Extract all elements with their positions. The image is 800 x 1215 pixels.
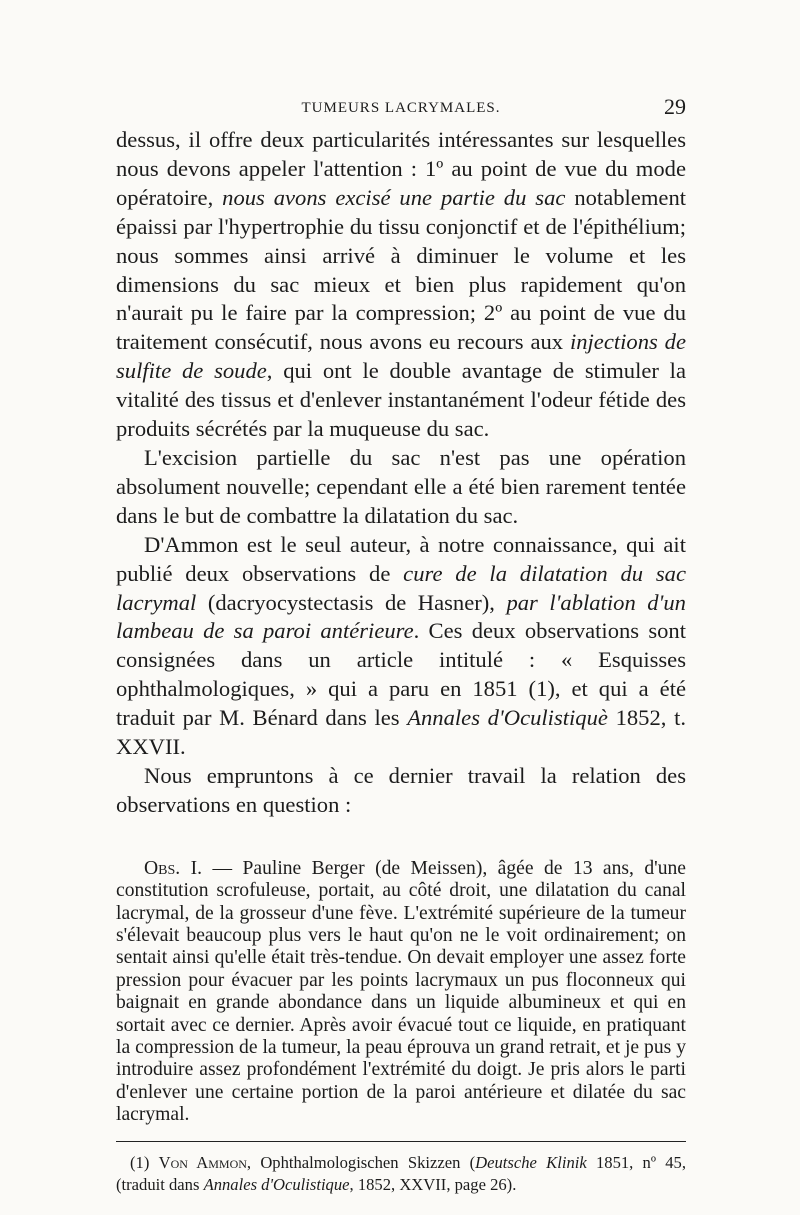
footnote-author: Von Ammon xyxy=(158,1152,247,1172)
italic-phrase: Annales d'Oculistiquè xyxy=(407,705,608,731)
page-header xyxy=(116,96,686,124)
paragraph-3 xyxy=(116,531,686,762)
text-run: , qui ont le double avantage de stimuler la vitalité des tissus et d'enlever instantanément l'odeur fétide des produits sécrétés par la muqueuse du sac. xyxy=(116,358,686,442)
italic-phrase: cure de la dilatation du sac lacrymal xyxy=(116,560,687,615)
italic-phrase: par l'ablation d'un lambeau de sa paroi antérieure xyxy=(116,589,686,644)
text-run: notablement épaissi par l'hypertrophie du tissu conjonctif et de l'épithélium; nous sommes ainsi arrivé à diminuer le volume et les dimensions du sac mieux et bien plus rapidement qu'on n'aurait pu le faire par la compression; 2º au point de vue du traitement consécutif, nous avons eu recours aux xyxy=(116,184,687,355)
page-number: 29 xyxy=(664,94,686,119)
text-run: dessus, il offre deux particularités intéressantes sur lesquelles nous devons appeler l'attention : 1º au point de vue du mode opératoire, xyxy=(116,127,686,210)
running-title: TUMEURS LACRYMALES. xyxy=(301,100,501,116)
main-text xyxy=(116,126,686,820)
footnote-divider xyxy=(116,1141,686,1142)
text-run: D'Ammon est le seul auteur, à notre connaissance, qui ait publié deux observations de xyxy=(116,531,686,586)
footnote-journal: Annales d'Oculistique xyxy=(203,1174,350,1194)
italic-phrase: injections de sulfite de soude xyxy=(116,329,686,384)
italic-phrase: nous avons excisé une partie du sac xyxy=(222,184,566,210)
observation-label: Obs. I. xyxy=(144,857,203,879)
footnote-marker: (1) xyxy=(130,1152,159,1172)
footnote xyxy=(116,1152,686,1196)
paragraph-2: L'excision partielle du sac n'est pas une opération absolument nouvelle; cependant elle a été bien rarement tentée dans le but de combattre la dilatation du sac. xyxy=(116,444,686,528)
paragraph-4: Nous empruntons à ce dernier travail la relation des observations en question : xyxy=(116,762,686,817)
text-run: , Ophthalmologischen Skizzen ( xyxy=(246,1152,476,1172)
text-run: , 1852, XXVII, page 26). xyxy=(349,1174,517,1194)
text-run: 1852, t. XXVII. xyxy=(116,705,686,760)
text-run: (dacryocystectasis de Hasner), xyxy=(196,589,507,615)
book-page xyxy=(116,96,686,1196)
observation-text: — Pauline Berger (de Meissen), âgée de 13 ans, d'une constitution scrofuleuse, portait, au côté droit, une dilatation du canal lacrymal, de la grosseur d'une fève. L'extrémité supérieure de la tumeur s'élevait beaucoup plus vers le haut qu'on ne le voit ordinairement; on sentait ainsi qu'elle était très-tendue. On devait employer une assez forte pression pour évacuer par les points lacrymaux un pus floconneux qui baignait en grande abondance dans un liquide albumineux et qui en sortait avec ce dernier. Après avoir évacué tout ce liquide, en pratiquant la compression de la tumeur, la peau éprouva un grand retrait, et je pus y introduire assez profondément l'extrémité du doigt. Je pris alors le parti d'enlever une certaine portion de la paroi antérieure et dilatée du sac lacrymal. xyxy=(116,857,686,1126)
text-run: . Ces deux observations sont consignées dans un article intitulé : « Esquisses ophthalmologiques, » qui a paru en 1851 (1), et qui a été traduit par M. Bénard dans les xyxy=(116,618,687,731)
text-run: 1851, nº 45, (traduit dans xyxy=(116,1152,686,1194)
paragraph-1 xyxy=(116,126,686,444)
observation-block xyxy=(116,858,686,1127)
footnote-journal: Deutsche Klinik xyxy=(475,1152,587,1172)
